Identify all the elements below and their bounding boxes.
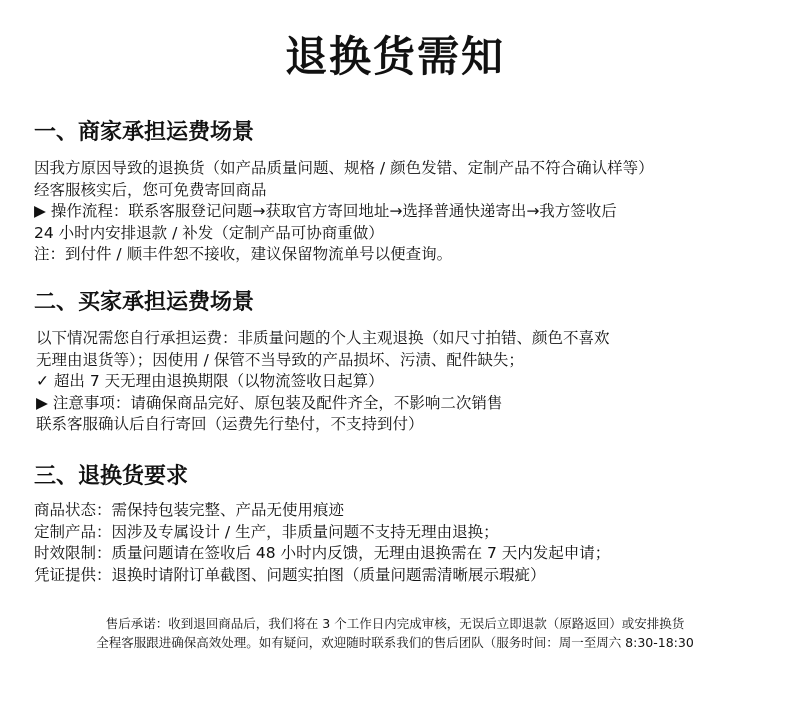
after-sales-promise	[0, 614, 790, 652]
section-body-merchant-shipping	[34, 158, 654, 266]
body-line: ▶ 注意事项：请确保商品完好、原包装及配件齐全，不影响二次销售	[36, 393, 503, 412]
body-line: 时效限制：质量问题请在签收后 48 小时内反馈，无理由退换需在 7 天内发起申请；	[34, 544, 611, 562]
body-line: 因我方原因导致的退换货（如产品质量问题、规格 / 颜色发错、定制产品不符合确认样等）	[34, 159, 654, 177]
section-heading-merchant-shipping: 一、商家承担运费场景	[34, 120, 255, 145]
section-heading-buyer-shipping: 二、买家承担运费场景	[34, 290, 255, 315]
section-body-buyer-shipping	[36, 328, 610, 436]
body-line: 定制产品：因涉及专属设计 / 生产，非质量问题不支持无理由退换；	[34, 522, 499, 541]
body-line: 注：到付件 / 顺丰件恕不接收，建议保留物流单号以便查询。	[34, 245, 453, 263]
body-line: 凭证提供：退换时请附订单截图、问题实拍图（质量问题需清晰展示瑕疵）	[34, 565, 546, 584]
body-line: 24 小时内安排退款 / 补发（定制产品可协商重做）	[34, 223, 384, 242]
body-line: ▶ 操作流程：联系客服登记问题→获取官方寄回地址→选择普通快递寄出→我方签收后	[34, 202, 617, 220]
body-line: 无理由退货等）；因使用 / 保管不当导致的产品损坏、污渍、配件缺失；	[36, 350, 524, 369]
body-line: ✓ 超出 7 天无理由退换期限（以物流签收日起算）	[36, 372, 384, 390]
page-title: 退换货需知	[284, 32, 505, 81]
section-body-return-requirements	[34, 500, 610, 586]
section-heading-return-requirements: 三、退换货要求	[34, 464, 189, 489]
body-line: 经客服核实后，您可免费寄回商品	[34, 180, 267, 199]
body-line: 联系客服确认后自行寄回（运费先行垫付，不支持到付）	[36, 415, 424, 433]
footer-line: 售后承诺：收到退回商品后，我们将在 3 个工作日内完成审核，无误后立即退款（原路返回）或安排换货	[105, 616, 685, 631]
body-line: 以下情况需您自行承担运费：非质量问题的个人主观退换（如尺寸拍错、颜色不喜欢	[36, 329, 610, 347]
footer-line: 全程客服跟进确保高效处理。如有疑问，欢迎随时联系我们的售后团队（服务时间：周一至周六 8:30-18:30	[96, 635, 694, 650]
body-line: 商品状态：需保持包装完整、产品无使用痕迹	[34, 501, 345, 519]
